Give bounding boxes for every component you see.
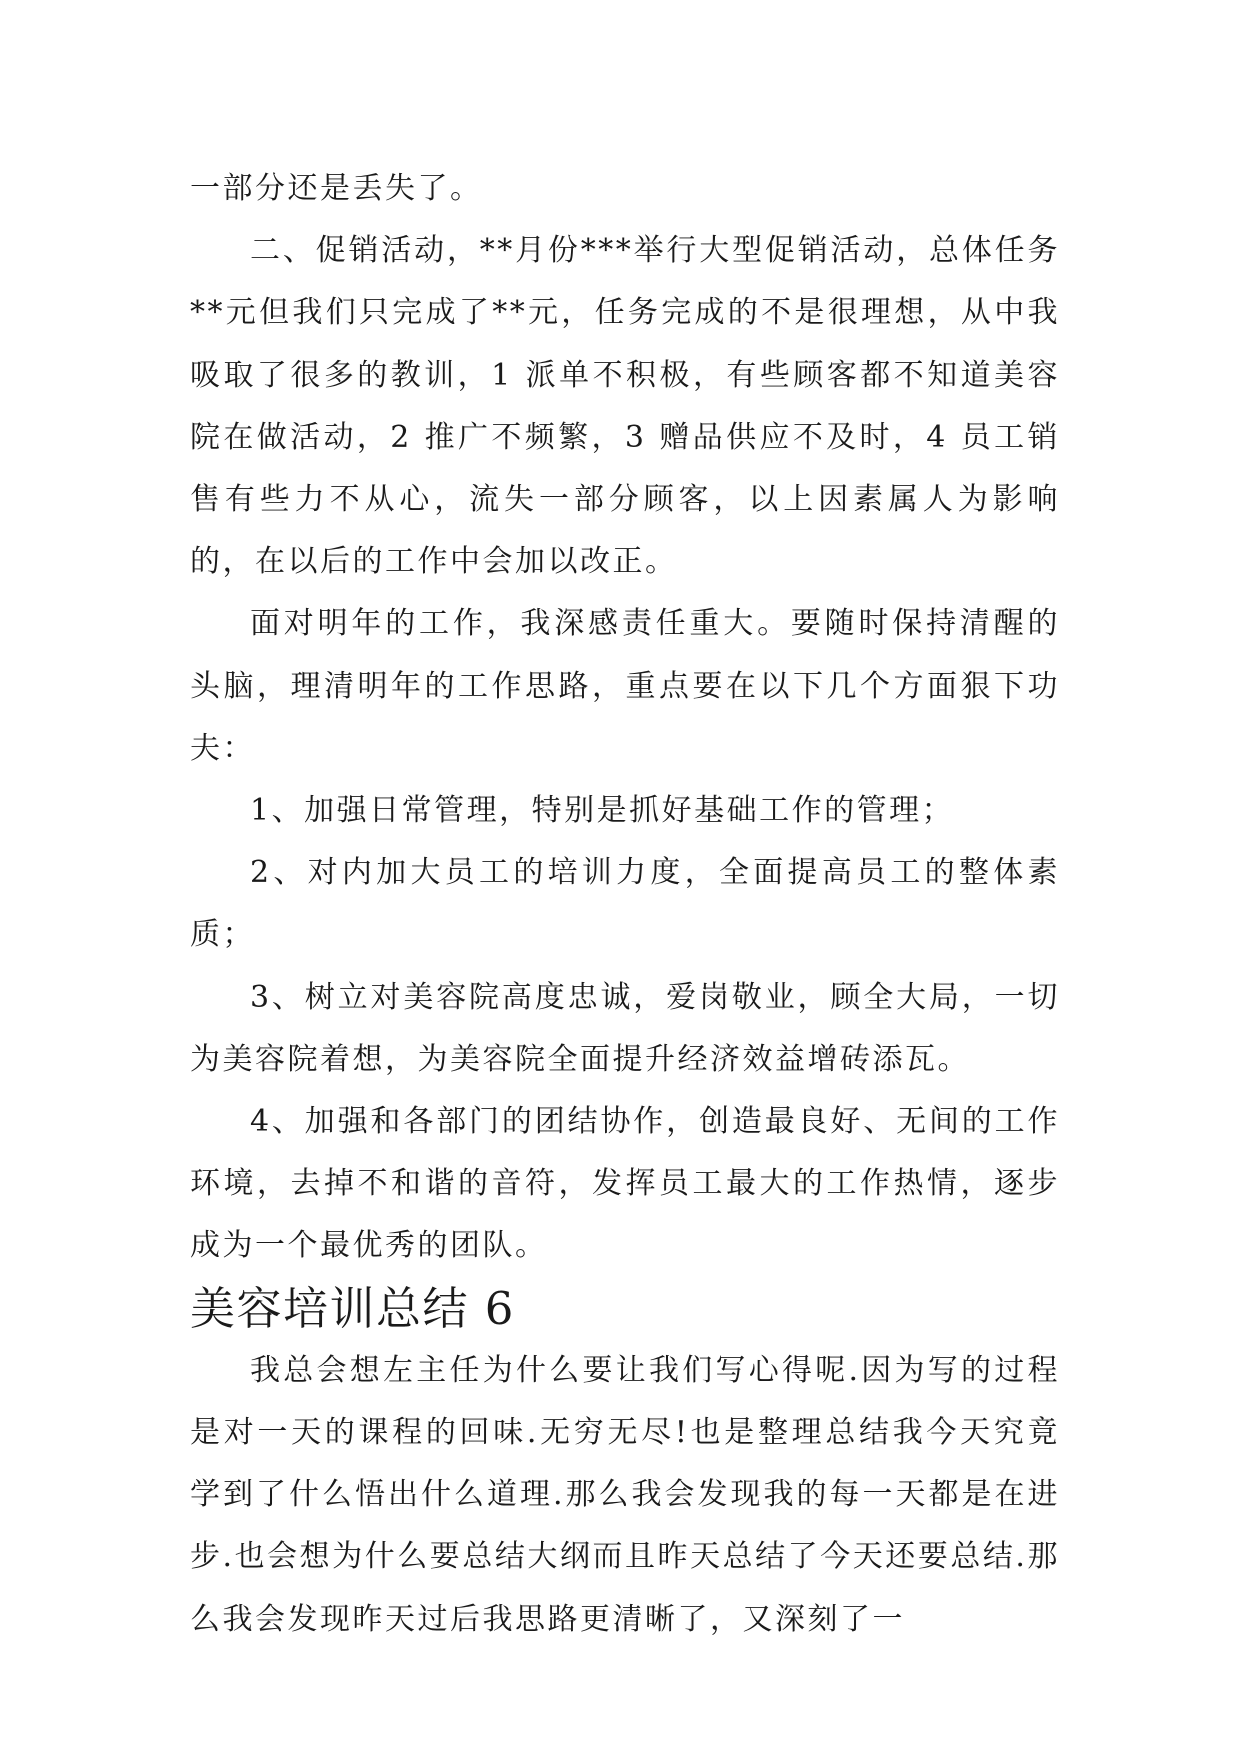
section-heading: 美容培训总结 6	[190, 1281, 515, 1335]
list-item-4: 4、加强和各部门的团结协作，创造最良好、无间的工作环境，去掉不和谐的音符，发挥员工最大的工作热情，逐步成为一个最优秀的团队。	[190, 1104, 1060, 1264]
list-item-3: 3、树立对美容院高度忠诚，爱岗敬业，顾全大局，一切为美容院着想，为美容院全面提升经济效益增砖添瓦。	[190, 979, 1060, 1077]
list-item-1: 1、加强日常管理，特别是抓好基础工作的管理；	[250, 793, 955, 829]
paragraph-continuation: 一部分还是丢失了。	[190, 171, 483, 206]
section-paragraph: 我总会想左主任为什么要让我们写心得呢.因为写的过程是对一天的课程的回味.无穷无尽!也是整理总结我今天究竟学到了什么悟出什么道理.那么我会发现我的每一天都是在进步.也会想为什么要总结大纲而且昨天总结了今天还要总结.那么我会发现昨天过后我思路更清晰了，又深刻了一	[190, 1352, 1060, 1637]
document-body	[190, 158, 1060, 1651]
list-item-2: 2、对内加大员工的培训力度，全面提高员工的整体素质；	[190, 855, 1060, 953]
paragraph-promotion: 二、促销活动，**月份***举行大型促销活动，总体任务**元但我们只完成了**元，任务完成的不是很理想，从中我吸取了很多的教训，1 派单不积极，有些顾客都不知道美容院在做活动，2 推广不频繁，3 赠品供应不及时，4 员工销售有些力不从心，流失一部分顾客，以上因素属人为影响的，在以后的工作中会加以改正。	[190, 233, 1060, 580]
paragraph-next-year: 面对明年的工作，我深感责任重大。要随时保持清醒的头脑，理清明年的工作思路，重点要在以下几个方面狠下功夫：	[190, 606, 1060, 766]
